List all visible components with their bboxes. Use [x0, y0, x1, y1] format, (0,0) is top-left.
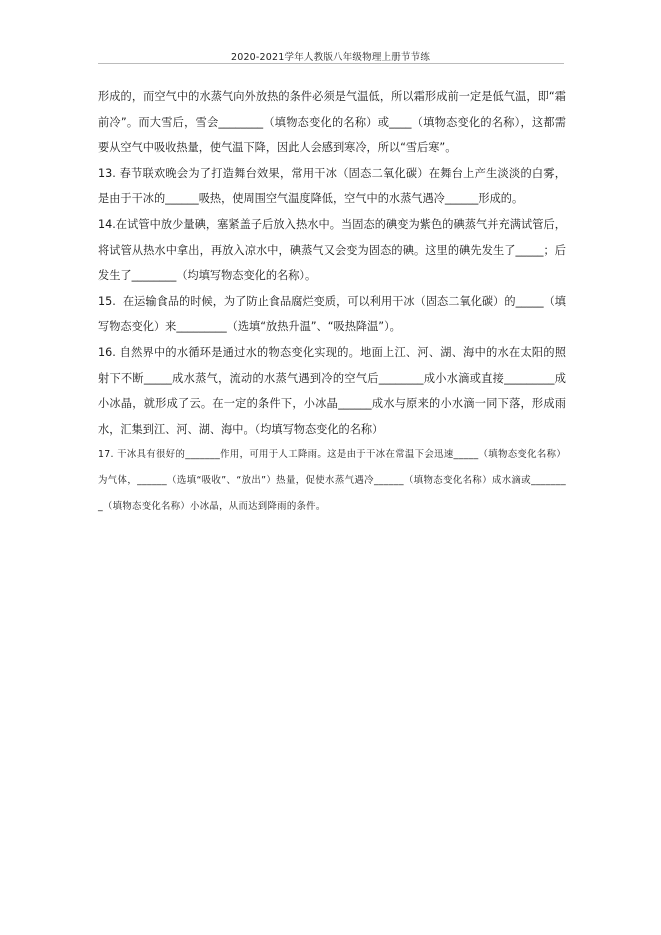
- document-body: [98, 84, 566, 519]
- question-14: 14.在试管中放少量碘，塞紧盖子后放入热水中。当固态的碘变为紫色的碘蒸气并充满试管后，将试管从热水中拿出，再放入凉水中，碘蒸气又会变为固态的碘。这里的碘先发生了_____；后发生了________（均填写物态变化的名称）。: [98, 217, 566, 283]
- question-16: 16. 自然界中的水循环是通过水的物态变化实现的。地面上江、河、湖、海中的水在太阳的照射下不断_____成水蒸气，流动的水蒸气遇到冷的空气后________成小水滴或直接_________成小冰晶，就形成了云。在一定的条件下，小冰晶______成水与原来的小水滴一同下落，形成雨水，汇集到江、河、湖、海中。（均填写物态变化的名称）: [98, 345, 566, 436]
- question-17: 17. 干冰具有很好的_______作用，可用于人工降雨。这是由于干冰在常温下会迅速_____（填物态变化名称）为气体，______（选填“吸收”、“放出”）热量，促使水蒸气遇冷______（填物态变化名称）成水滴或________（填物态变化名称）小冰晶，从而达到降雨的条件。: [98, 449, 566, 512]
- question-15: 15. 在运输食品的时候，为了防止食品腐烂变质，可以利用干冰（固态二氧化碳）的_____（填写物态变化）来_________（选填“放热升温”、“吸热降温”）。: [98, 294, 566, 334]
- question-13: 13. 春节联欢晚会为了打造舞台效果，常用干冰（固态二氧化碳）在舞台上产生淡淡的白雾，是由于干冰的______吸热，使周围空气温度降低，空气中的水蒸气遇冷______形成的。: [98, 166, 566, 206]
- header-divider: [98, 63, 564, 64]
- page-header: 2020-2021学年人教版八年级物理上册节节练: [230, 52, 431, 63]
- paragraph-12-continued: 形成的，而空气中的水蒸气向外放热的条件必须是气温低，所以霜形成前一定是低气温，即“霜前冷”。而大雪后，雪会________（填物态变化的名称）或____（填物态变化的名称），这都需要从空气中吸收热量，使气温下降，因此人会感到寒冷，所以“雪后寒”。: [98, 90, 566, 155]
